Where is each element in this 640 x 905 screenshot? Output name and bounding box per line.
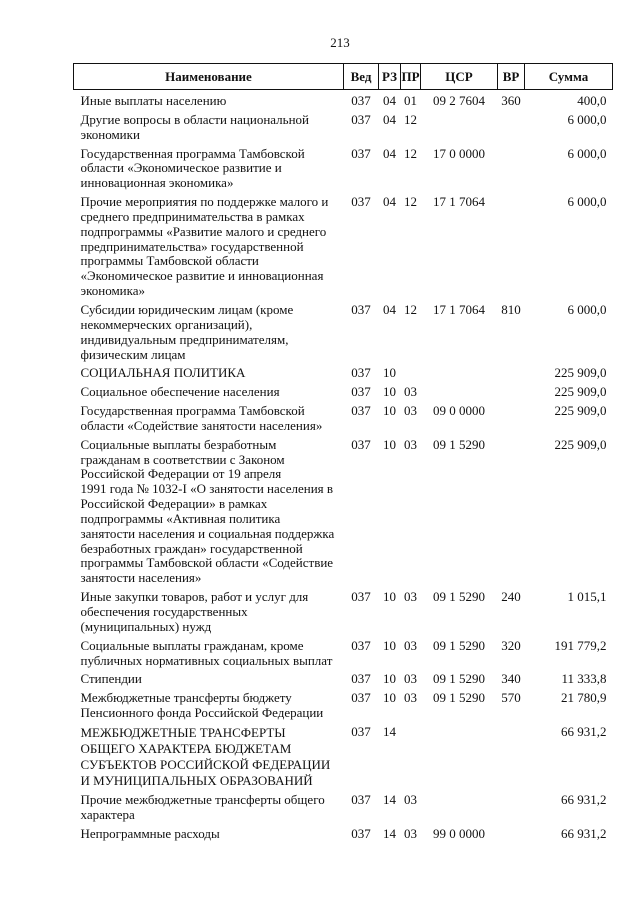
cell-pr: 03 [404,384,417,400]
cell-vr [498,789,525,823]
table-row [74,586,613,635]
cell-rz: 10 [383,637,396,653]
table-body [74,90,613,842]
cell-sum: 191 779,2 [554,637,607,653]
cell-vr [498,434,525,586]
cell-rz: 04 [383,194,396,210]
cell-pr: 03 [404,825,417,841]
cell-pr: 12 [404,194,417,210]
cell-name: Социальные выплаты безработным гражданам в соответствии с Законом Российской Федерации от 19 апреля 1991 года № 1032-I «О занятости населения в Российской Федерации» в рамках подпрограммы «Активная политика занятости населения и социальная поддержка безработных граждан» государственной программы Тамбовской области «Содействие занятости населения» [80,436,335,586]
table-row [74,299,613,362]
cell-name: Межбюджетные трансферты бюджету Пенсионного фонда Российской Федерации [80,690,324,721]
cell-pr: 01 [404,93,417,108]
table-row [74,789,613,823]
cell-sum: 1 015,1 [567,589,607,605]
cell-csr [421,789,498,823]
cell-name: Непрограммные расходы [80,825,220,841]
table-row [74,90,613,109]
cell-vr [498,109,525,143]
cell-csr: 17 0 0000 [433,145,485,161]
cell-ved: 037 [351,301,371,317]
column-header-sum: Сумма [525,64,613,90]
cell-pr: 03 [404,589,417,605]
cell-vr [498,721,525,789]
table-header-row [74,64,613,90]
cell-vr [498,400,525,434]
table-row [74,721,613,789]
cell-rz: 04 [383,301,396,317]
cell-sum: 66 931,2 [561,723,607,739]
cell-rz: 14 [383,791,396,807]
cell-sum: 225 909,0 [554,403,607,419]
table-row [74,823,613,842]
cell-csr: 09 0 0000 [433,403,485,419]
cell-pr: 12 [404,301,417,317]
cell-pr: 12 [404,145,417,161]
cell-ved: 037 [351,690,371,706]
cell-vr [498,362,525,381]
cell-sum: 225 909,0 [554,436,607,452]
cell-vr: 360 [501,93,521,108]
cell-csr: 17 1 7064 [433,301,485,317]
cell-pr: 12 [404,111,417,127]
cell-csr [421,381,498,400]
cell-name: Государственная программа Тамбовской области «Содействие занятости населения» [80,403,323,433]
cell-ved: 037 [351,825,371,841]
cell-sum: 11 333,8 [561,671,607,687]
cell-pr: 03 [404,637,417,653]
cell-rz: 10 [383,436,396,452]
cell-pr [401,362,421,381]
cell-sum: 225 909,0 [554,365,607,381]
cell-rz: 10 [383,403,396,419]
column-header-name: Наименование [74,64,344,90]
cell-rz: 10 [383,365,396,381]
cell-ved: 037 [351,723,371,739]
cell-ved: 037 [351,589,371,605]
cell-sum: 6 000,0 [567,145,607,161]
cell-ved: 037 [351,436,371,452]
column-header-rz: РЗ [379,64,401,90]
table-row [74,143,613,192]
cell-ved: 037 [351,671,371,687]
cell-sum: 6 000,0 [567,111,607,127]
column-header-ved: Вед [344,64,379,90]
cell-vr [498,191,525,299]
table-row [74,109,613,143]
column-header-csr: ЦСР [421,64,498,90]
cell-pr [401,721,421,789]
table-row [74,635,613,669]
cell-ved: 037 [351,403,371,419]
cell-name: Иные закупки товаров, работ и услуг для обеспечения государственных (муниципальных) нужд [80,589,309,634]
cell-rz: 14 [383,723,396,739]
cell-sum: 21 780,9 [561,690,607,706]
cell-vr: 340 [501,671,521,687]
cell-ved: 037 [351,365,371,381]
cell-csr: 99 0 0000 [433,825,485,841]
cell-vr: 240 [501,589,521,605]
cell-sum: 400,0 [577,93,607,108]
cell-vr [498,143,525,192]
page-number: 213 [330,35,350,50]
cell-csr: 09 1 5290 [433,690,485,706]
cell-name: МЕЖБЮДЖЕТНЫЕ ТРАНСФЕРТЫ ОБЩЕГО ХАРАКТЕРА БЮДЖЕТАМ СУБЪЕКТОВ РОССИЙСКОЙ ФЕДЕРАЦИИ И МУНИЦИПАЛЬНЫХ ОБРАЗОВАНИЙ [80,724,331,788]
cell-name: Государственная программа Тамбовской области «Экономическое развитие и инновационная экономика» [80,145,305,191]
cell-name: Прочие мероприятия по поддержке малого и среднего предпринимательства в рамках подпрограммы «Развитие малого и среднего предпринимательства» государственной программы Тамбовской области «Экономическое развитие и инновационная экономика» [80,194,329,299]
cell-name: Социальное обеспечение населения [80,384,280,400]
cell-pr: 03 [404,436,417,452]
cell-vr [498,381,525,400]
cell-rz: 10 [383,384,396,400]
cell-vr [498,823,525,842]
cell-name: Другие вопросы в области национальной экономики [80,111,309,142]
table-row [74,191,613,299]
cell-vr: 570 [501,690,521,706]
cell-pr: 03 [404,403,417,419]
cell-ved: 037 [351,194,371,210]
budget-table [73,63,613,841]
cell-name: Субсидии юридическим лицам (кроме некоммерческих организаций), индивидуальным предпринимателям, физическим лицам [80,301,294,362]
cell-csr: 09 1 5290 [433,589,485,605]
cell-csr: 09 1 5290 [433,637,485,653]
cell-sum: 225 909,0 [554,384,607,400]
cell-vr: 810 [501,301,521,317]
cell-csr: 17 1 7064 [433,194,485,210]
cell-sum: 6 000,0 [567,301,607,317]
cell-name: Социальные выплаты гражданам, кроме публичных нормативных социальных выплат [80,637,333,668]
cell-rz: 10 [383,671,396,687]
cell-csr [421,109,498,143]
cell-sum: 66 931,2 [561,825,607,841]
column-header-pr: ПР [401,64,421,90]
table-row [74,434,613,586]
cell-csr: 09 1 5290 [433,671,485,687]
cell-vr: 320 [501,637,521,653]
cell-csr: 09 2 7604 [433,93,485,108]
table-row [74,362,613,381]
column-header-vr: ВР [498,64,525,90]
cell-ved: 037 [351,637,371,653]
cell-pr: 03 [404,791,417,807]
cell-name: Иные выплаты населению [80,93,227,108]
cell-sum: 6 000,0 [567,194,607,210]
table-row [74,400,613,434]
cell-csr: 09 1 5290 [433,436,485,452]
cell-name: Прочие межбюджетные трансферты общего характера [80,791,325,822]
cell-rz: 04 [383,111,396,127]
cell-name: Стипендии [80,671,142,687]
cell-rz: 10 [383,690,396,706]
cell-sum: 66 931,2 [561,791,607,807]
cell-rz: 14 [383,825,396,841]
cell-ved: 037 [351,145,371,161]
cell-pr: 03 [404,690,417,706]
cell-pr: 03 [404,671,417,687]
cell-csr [421,721,498,789]
cell-ved: 037 [351,111,371,127]
table-row [74,668,613,687]
cell-ved: 037 [351,791,371,807]
cell-rz: 04 [383,93,396,108]
cell-csr [421,362,498,381]
cell-ved: 037 [351,384,371,400]
table-row [74,381,613,400]
cell-ved: 037 [351,93,371,108]
cell-rz: 10 [383,589,396,605]
table-row [74,687,613,721]
cell-name: СОЦИАЛЬНАЯ ПОЛИТИКА [80,365,246,381]
cell-rz: 04 [383,145,396,161]
